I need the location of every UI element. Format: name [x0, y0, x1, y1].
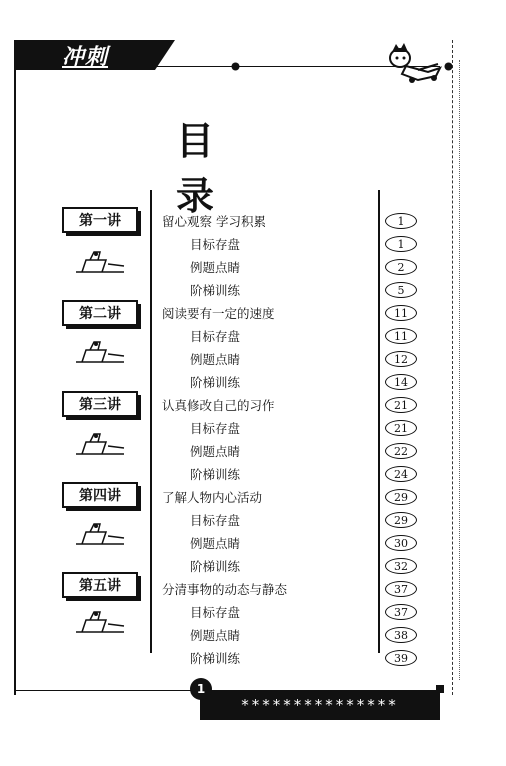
page-number-badge[interactable]: 30	[385, 535, 417, 551]
frame-right-border	[452, 40, 453, 695]
page-number-badge[interactable]: 32	[385, 558, 417, 574]
page-number-badge[interactable]: 38	[385, 627, 417, 643]
frame-left-border	[14, 40, 16, 695]
page-number-badge[interactable]: 12	[385, 351, 417, 367]
desk-illustration-icon	[72, 520, 128, 548]
lecture-label-2: 第二讲	[62, 300, 138, 326]
toc-entry[interactable]: 了解人物内心活动	[162, 490, 263, 505]
toc-entry[interactable]: 目标存盘	[190, 605, 241, 620]
toc-entry[interactable]: 例题点睛	[190, 352, 241, 367]
page-number-badge[interactable]: 5	[385, 282, 417, 298]
page-number-badge[interactable]: 21	[385, 420, 417, 436]
toc-entry[interactable]: 分清事物的动态与静态	[162, 582, 288, 597]
toc-entry[interactable]: 目标存盘	[190, 421, 241, 436]
column-divider-left	[150, 190, 152, 653]
header-dot-icon	[231, 62, 240, 71]
frame-right-dotted-border	[459, 60, 460, 680]
brand-title: 冲刺	[62, 44, 109, 70]
toc-entry[interactable]: 阶梯训练	[190, 467, 241, 482]
page-number-badge[interactable]: 11	[385, 328, 417, 344]
toc-entry[interactable]: 目标存盘	[190, 329, 241, 344]
page-number-badge[interactable]: 21	[385, 397, 417, 413]
toc-entry[interactable]: 目标存盘	[190, 513, 241, 528]
page-number-badge[interactable]: 29	[385, 489, 417, 505]
toc-entry[interactable]: 阶梯训练	[190, 559, 241, 574]
footer-rule	[14, 690, 194, 691]
page-number-badge[interactable]: 24	[385, 466, 417, 482]
page-number-badge[interactable]: 37	[385, 604, 417, 620]
page-number-badge[interactable]: 1	[385, 213, 417, 229]
page-number-badge[interactable]: 39	[385, 650, 417, 666]
toc-entry[interactable]: 目标存盘	[190, 237, 241, 252]
toc-entry[interactable]: 例题点睛	[190, 536, 241, 551]
lecture-label-1: 第一讲	[62, 207, 138, 233]
toc-entry[interactable]: 认真修改自己的习作	[162, 398, 275, 413]
page-number-badge[interactable]: 22	[385, 443, 417, 459]
toc-entry[interactable]: 例题点睛	[190, 444, 241, 459]
page-title: 目 录	[176, 118, 279, 218]
toc-entry[interactable]: 例题点睛	[190, 628, 241, 643]
corner-square-icon	[436, 685, 444, 693]
column-divider-right	[378, 190, 380, 653]
desk-illustration-icon	[72, 608, 128, 636]
footer-star-bar: ***************	[200, 690, 440, 720]
page-number-badge[interactable]: 37	[385, 581, 417, 597]
header-dot-right-icon	[444, 62, 453, 71]
toc-entry[interactable]: 阶梯训练	[190, 283, 241, 298]
page-number-badge[interactable]: 29	[385, 512, 417, 528]
racer-mascot-icon	[378, 40, 448, 85]
toc-entry[interactable]: 阶梯训练	[190, 651, 241, 666]
desk-illustration-icon	[72, 338, 128, 366]
page-number-badge[interactable]: 2	[385, 259, 417, 275]
lecture-label-3: 第三讲	[62, 391, 138, 417]
toc-entry[interactable]: 例题点睛	[190, 260, 241, 275]
page-number: 1	[190, 678, 212, 700]
lecture-label-4: 第四讲	[62, 482, 138, 508]
toc-entry[interactable]: 阅读要有一定的速度	[162, 306, 275, 321]
desk-illustration-icon	[72, 430, 128, 458]
page-number-badge[interactable]: 1	[385, 236, 417, 252]
desk-illustration-icon	[72, 248, 128, 276]
page-number-badge[interactable]: 14	[385, 374, 417, 390]
toc-entry[interactable]: 留心观察 学习积累	[162, 214, 266, 229]
toc-entry[interactable]: 阶梯训练	[190, 375, 241, 390]
lecture-label-5: 第五讲	[62, 572, 138, 598]
page-number-badge[interactable]: 11	[385, 305, 417, 321]
